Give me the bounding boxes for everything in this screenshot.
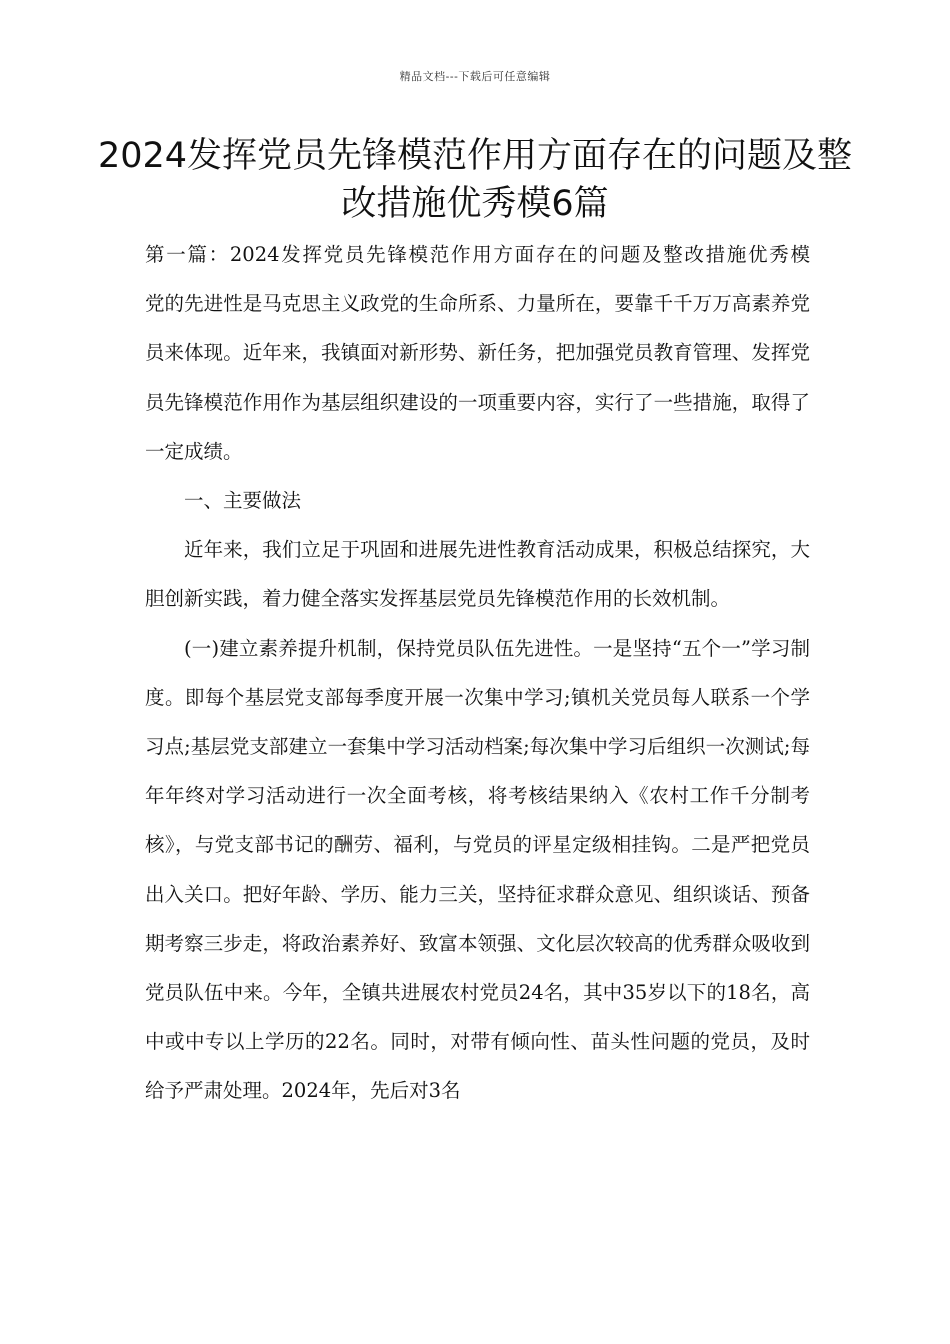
document-body xyxy=(145,230,850,1116)
page-header-note: 精品文档---下载后可任意编辑 xyxy=(399,70,551,83)
paragraph-intro: 第一篇：2024发挥党员先锋模范作用方面存在的问题及整改措施优秀模 党的先进性是马克思主义政党的生命所系、力量所在，要靠千千万万高素养党员来体现。近年来，我镇面对新形势、新任务，把加强党员教育管理、发挥党员先锋模范作用作为基层组织建设的一项重要内容，实行了一些措施，取得了一定成绩。 xyxy=(145,243,850,463)
document-title: 2024发挥党员先锋模范作用方面存在的问题及整改措施优秀模6篇 xyxy=(97,136,853,224)
paragraph-overview: 近年来，我们立足于巩固和进展先进性教育活动成果，积极总结探究，大胆创新实践，着力健全落实发挥基层党员先锋模范作用的长效机制。 xyxy=(145,538,810,611)
section-heading-main-practices: 一、主要做法 xyxy=(184,489,302,513)
paragraph-quality-mechanism: (一)建立素养提升机制，保持党员队伍先进性。一是坚持“五个一”学习制度。即每个基层党支部每季度开展一次集中学习;镇机关党员每人联系一个学习点;基层党支部建立一套集中学习活动档案;每次集中学习后组织一次测试;每年年终对学习活动进行一次全面考核，将考核结果纳入《农村工作千分制考核》，与党支部书记的酬劳、福利，与党员的评星定级相挂钩。二是严把党员出入关口。把好年龄、学历、能力三关，坚持征求群众意见、组织谈话、预备期考察三步走，将政治素养好、致富本领强、文化层次较高的优秀群众吸收到党员队伍中来。今年，全镇共进展农村党员24名，其中35岁以下的18名，高中或中专以上学历的22名。同时，对带有倾向性、苗头性问题的党员，及时给予严肃处理。2024年，先后对3名 xyxy=(145,636,810,1103)
